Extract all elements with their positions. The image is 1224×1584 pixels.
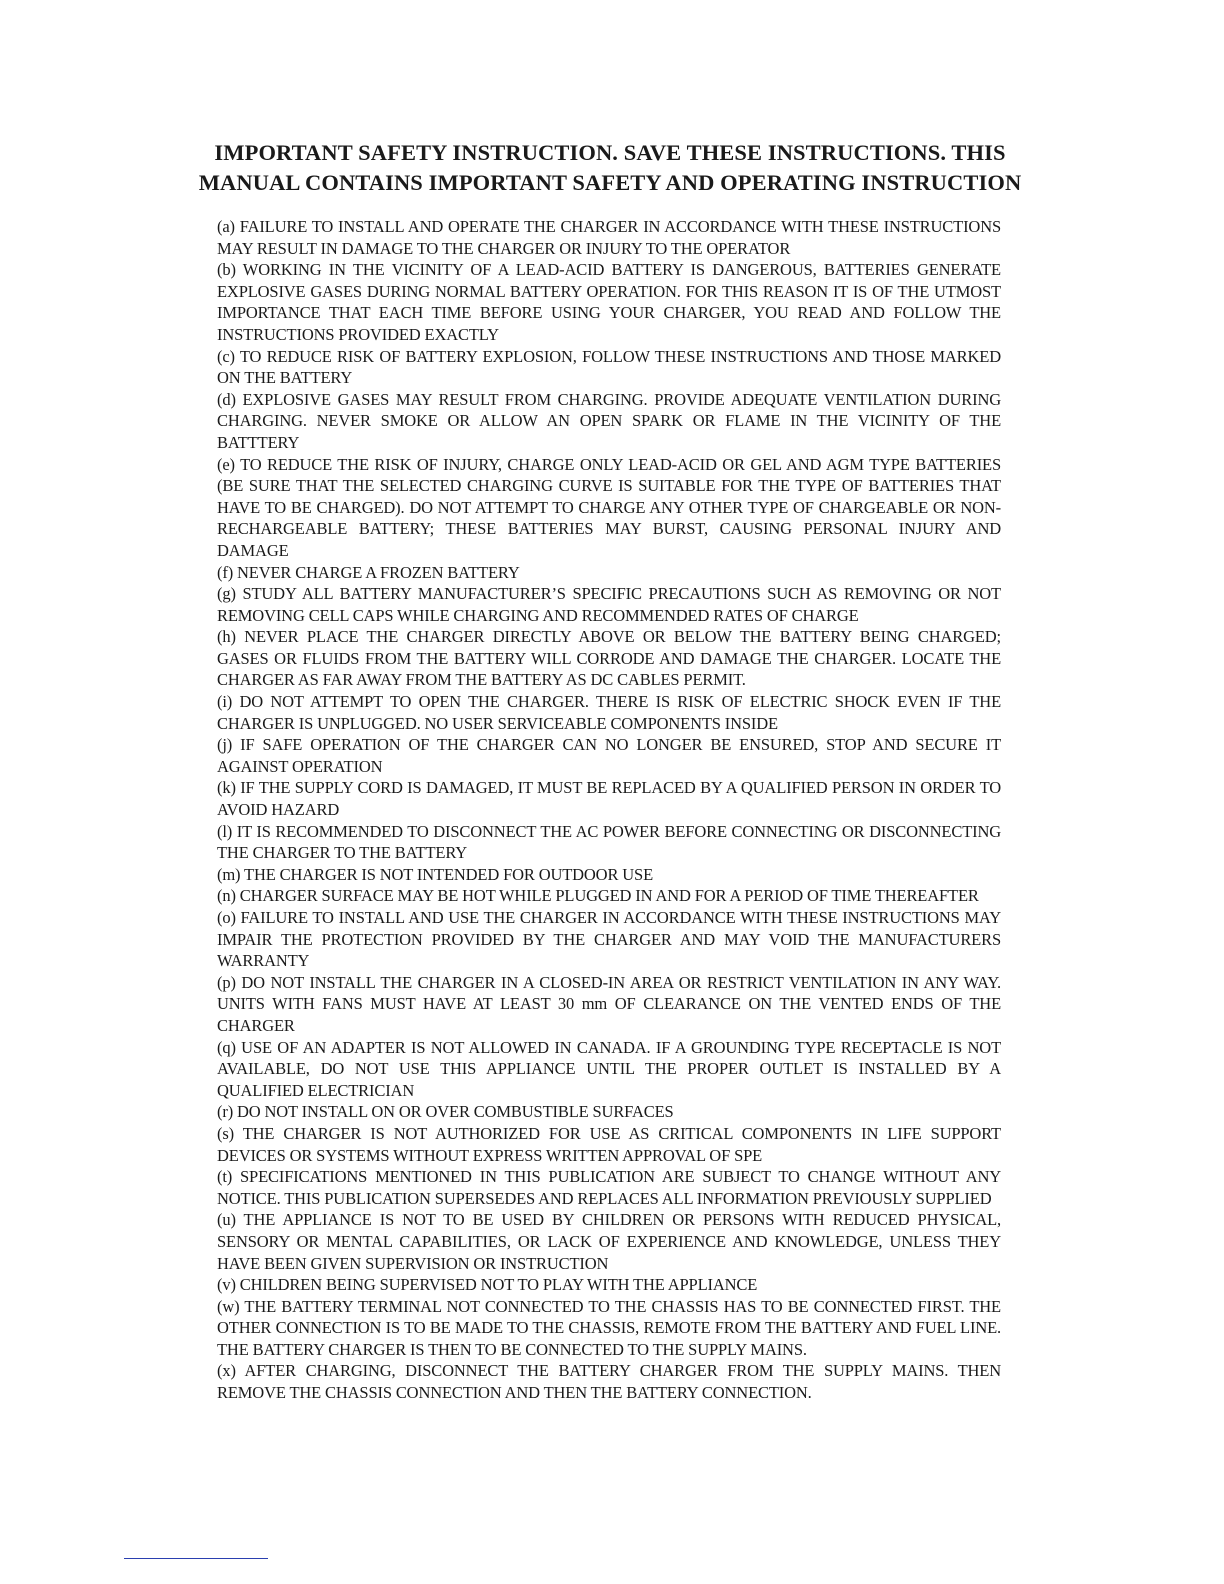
footnote-divider xyxy=(124,1558,268,1559)
instruction-l: (l) IT IS RECOMMENDED TO DISCONNECT THE AC POWER BEFORE CONNECTING OR DISCONNECTING THE CHARGER TO THE BATTERY xyxy=(217,821,1001,863)
instruction-g: (g) STUDY ALL BATTERY MANUFACTURER’S SPECIFIC PRECAUTIONS SUCH AS REMOVING OR NOT REMOVING CELL CAPS WHILE CHARGING AND RECOMMENDED RATES OF CHARGE xyxy=(217,584,1001,625)
instruction-v: (v) CHILDREN BEING SUPERVISED NOT TO PLAY WITH THE APPLIANCE xyxy=(217,1275,758,1295)
page-title xyxy=(150,138,1070,198)
instruction-k: (k) IF THE SUPPLY CORD IS DAMAGED, IT MUST BE REPLACED BY A QUALIFIED PERSON IN ORDER TO AVOID HAZARD xyxy=(217,778,1001,820)
instruction-n: (n) CHARGER SURFACE MAY BE HOT WHILE PLUGGED IN AND FOR A PERIOD OF TIME THEREAFTER xyxy=(217,886,979,906)
instruction-q: (q) USE OF AN ADAPTER IS NOT ALLOWED IN CANADA. IF A GROUNDING TYPE RECEPTACLE IS NOT AVAILABLE, DO NOT USE THIS APPLIANCE UNTIL THE PROPER OUTLET IS INSTALLED BY A QUALIFIED ELECTRICIAN xyxy=(217,1037,1001,1100)
instruction-list xyxy=(213,216,1001,1404)
instruction-u: (u) THE APPLIANCE IS NOT TO BE USED BY CHILDREN OR PERSONS WITH REDUCED PHYSICAL, SENSORY OR MENTAL CAPABILITIES, OR LACK OF EXPERIENCE AND KNOWLEDGE, UNLESS THEY HAVE BEEN GIVEN SUPERVISION OR INSTRUCTION xyxy=(217,1210,1001,1273)
instruction-m: (m) THE CHARGER IS NOT INTENDED FOR OUTDOOR USE xyxy=(217,864,654,884)
instruction-t: (t) SPECIFICATIONS MENTIONED IN THIS PUBLICATION ARE SUBJECT TO CHANGE WITHOUT ANY NOTICE. THIS PUBLICATION SUPERSEDES AND REPLACES ALL INFORMATION PREVIOUSLY SUPPLIED xyxy=(217,1167,1001,1208)
instruction-o: (o) FAILURE TO INSTALL AND USE THE CHARGER IN ACCORDANCE WITH THESE INSTRUCTIONS MAY IMPAIR THE PROTECTION PROVIDED BY THE CHARGER AND MAY VOID THE MANUFACTURERS WARRANTY xyxy=(217,908,1001,971)
instruction-w: (w) THE BATTERY TERMINAL NOT CONNECTED TO THE CHASSIS HAS TO BE CONNECTED FIRST. THE OTHER CONNECTION IS TO BE MADE TO THE CHASSIS, REMOTE FROM THE BATTERY AND FUEL LINE. THE BATTERY CHARGER IS THEN TO BE CONNECTED TO THE SUPPLY MAINS. xyxy=(217,1296,1001,1359)
instruction-b: (b) WORKING IN THE VICINITY OF A LEAD-ACID BATTERY IS DANGEROUS, BATTERIES GENERATE EXPLOSIVE GASES DURING NORMAL BATTERY OPERATION. FOR THIS REASON IT IS OF THE UTMOST IMPORTANCE THAT EACH TIME BEFORE USING YOUR CHARGER, YOU READ AND FOLLOW THE INSTRUCTIONS PROVIDED EXACTLY xyxy=(217,260,1001,344)
instruction-a: (a) FAILURE TO INSTALL AND OPERATE THE CHARGER IN ACCORDANCE WITH THESE INSTRUCTIONS MAY RESULT IN DAMAGE TO THE CHARGER OR INJURY TO THE OPERATOR xyxy=(217,217,1001,258)
instruction-r: (r) DO NOT INSTALL ON OR OVER COMBUSTIBLE SURFACES xyxy=(217,1102,674,1122)
title-line-1: IMPORTANT SAFETY INSTRUCTION. SAVE THESE INSTRUCTIONS. THIS xyxy=(214,140,1006,165)
instruction-p: (p) DO NOT INSTALL THE CHARGER IN A CLOSED-IN AREA OR RESTRICT VENTILATION IN ANY WAY. UNITS WITH FANS MUST HAVE AT LEAST 30 mm OF CLEARANCE ON THE VENTED ENDS OF THE CHARGER xyxy=(217,972,1001,1035)
instruction-f: (f) NEVER CHARGE A FROZEN BATTERY xyxy=(217,562,520,582)
instruction-s: (s) THE CHARGER IS NOT AUTHORIZED FOR USE AS CRITICAL COMPONENTS IN LIFE SUPPORT DEVICES OR SYSTEMS WITHOUT EXPRESS WRITTEN APPROVAL OF SPE xyxy=(217,1123,1001,1165)
instruction-c: (c) TO REDUCE RISK OF BATTERY EXPLOSION, FOLLOW THESE INSTRUCTIONS AND THOSE MARKED ON THE BATTERY xyxy=(217,346,1001,388)
instruction-j: (j) IF SAFE OPERATION OF THE CHARGER CAN NO LONGER BE ENSURED, STOP AND SECURE IT AGAINST OPERATION xyxy=(217,735,1001,776)
instruction-x: (x) AFTER CHARGING, DISCONNECT THE BATTERY CHARGER FROM THE SUPPLY MAINS. THEN REMOVE THE CHASSIS CONNECTION AND THEN THE BATTERY CONNECTION. xyxy=(217,1361,1001,1403)
instruction-i: (i) DO NOT ATTEMPT TO OPEN THE CHARGER. THERE IS RISK OF ELECTRIC SHOCK EVEN IF THE CHARGER IS UNPLUGGED. NO USER SERVICEABLE COMPONENTS INSIDE xyxy=(217,692,1001,733)
instruction-d: (d) EXPLOSIVE GASES MAY RESULT FROM CHARGING. PROVIDE ADEQUATE VENTILATION DURING CHARGING. NEVER SMOKE OR ALLOW AN OPEN SPARK OR FLAME IN THE VICINITY OF THE BATTTERY xyxy=(217,389,1001,452)
title-line-2: MANUAL CONTAINS IMPORTANT SAFETY AND OPERATING INSTRUCTION xyxy=(198,170,1022,195)
instruction-h: (h) NEVER PLACE THE CHARGER DIRECTLY ABOVE OR BELOW THE BATTERY BEING CHARGED; GASES OR FLUIDS FROM THE BATTERY WILL CORRODE AND DAMAGE THE CHARGER. LOCATE THE CHARGER AS FAR AWAY FROM THE BATTERY AS DC CABLES PERMIT. xyxy=(217,627,1001,690)
instruction-e: (e) TO REDUCE THE RISK OF INJURY, CHARGE ONLY LEAD-ACID OR GEL AND AGM TYPE BATTERIES (BE SURE THAT THE SELECTED CHARGING CURVE IS SUITABLE FOR THE TYPE OF BATTERIES THAT HAVE TO BE CHARGED). DO NOT ATTEMPT TO CHARGE ANY OTHER TYPE OF CHARGEABLE OR NON-RECHARGEABLE BATTERY; THESE BATTERIES MAY BURST, CAUSING PERSONAL INJURY AND DAMAGE xyxy=(217,454,1001,560)
